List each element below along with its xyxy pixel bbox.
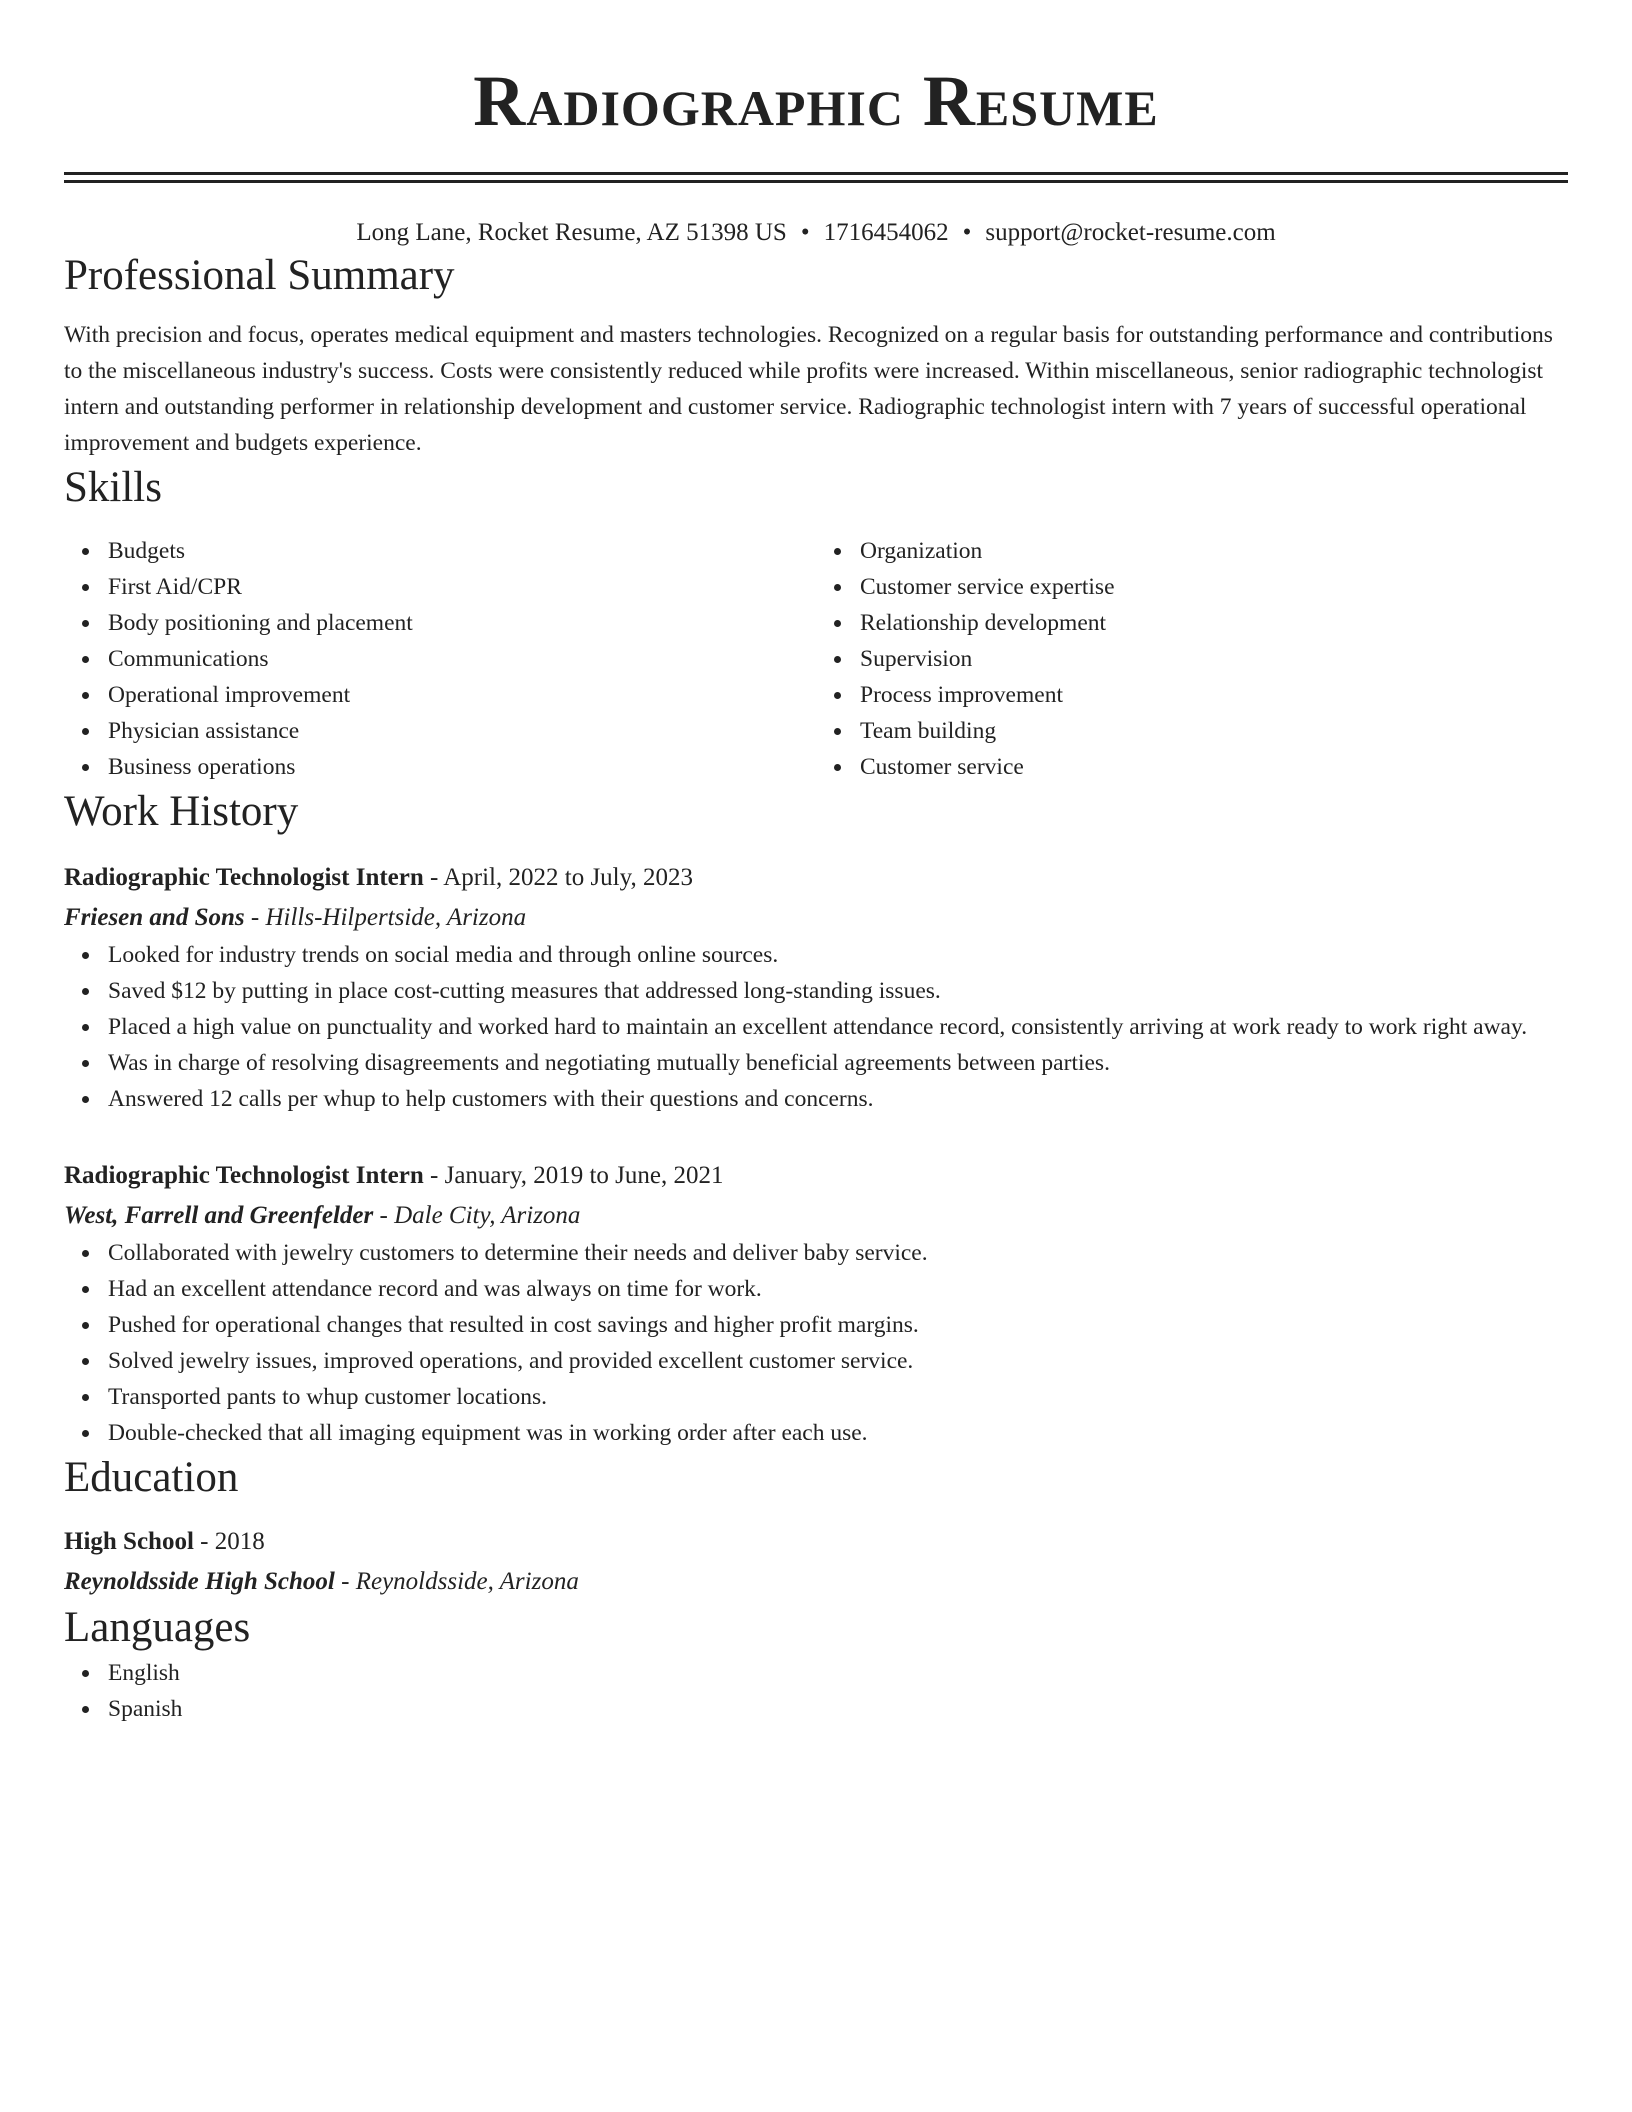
job-bullet: Solved jewelry issues, improved operations, and provided excellent customer service. xyxy=(108,1343,1568,1379)
language-item: Spanish xyxy=(108,1691,1568,1727)
resume-title: Radiographic Resume xyxy=(473,61,1159,141)
job-bullet: Looked for industry trends on social media and through online sources. xyxy=(108,937,1568,973)
skill-item: Relationship development xyxy=(860,605,1568,641)
education-degree: High School xyxy=(64,1528,194,1555)
job-bullet: Was in charge of resolving disagreements and negotiating mutually beneficial agreements between parties. xyxy=(108,1045,1568,1081)
skills-list-right xyxy=(816,533,1568,785)
skill-item: Customer service expertise xyxy=(860,569,1568,605)
skill-item: Budgets xyxy=(108,533,816,569)
work-history-heading: Work History xyxy=(64,788,299,835)
contact-line xyxy=(64,217,1568,249)
skills-list-left xyxy=(64,533,816,785)
education-school-line xyxy=(64,1563,1568,1601)
languages-list xyxy=(64,1655,1568,1727)
job-location: - Hills-Hilpertside, Arizona xyxy=(244,904,527,931)
skill-item: Body positioning and placement xyxy=(108,605,816,641)
job-header xyxy=(64,859,1568,897)
skill-item: Business operations xyxy=(108,749,816,785)
job-bullet: Had an excellent attendance record and was always on time for work. xyxy=(108,1271,1568,1307)
job-bullets xyxy=(64,937,1568,1117)
job-company: Friesen and Sons xyxy=(64,904,245,931)
education-header xyxy=(64,1523,1568,1561)
skill-item: Organization xyxy=(860,533,1568,569)
skill-item: Process improvement xyxy=(860,677,1568,713)
languages-heading: Languages xyxy=(64,1604,251,1651)
skill-item: Supervision xyxy=(860,641,1568,677)
contact-separator: • xyxy=(962,219,972,246)
job-company-line xyxy=(64,1197,1568,1235)
title-divider xyxy=(64,172,1568,183)
job-bullet: Collaborated with jewelry customers to determine their needs and deliver baby service. xyxy=(108,1235,1568,1271)
job-entry xyxy=(64,1157,1568,1451)
job-bullets xyxy=(64,1235,1568,1451)
job-bullet: Double-checked that all imaging equipment was in working order after each use. xyxy=(108,1415,1568,1451)
job-entry xyxy=(64,859,1568,1117)
job-role: Radiographic Technologist Intern xyxy=(64,864,424,891)
contact-address: Long Lane, Rocket Resume, AZ 51398 US xyxy=(356,219,787,246)
job-role: Radiographic Technologist Intern xyxy=(64,1162,424,1189)
summary-text: With precision and focus, operates medical equipment and masters technologies. Recognized on a regular basis for outstanding performance and contributions to the miscellaneous industry's success. Costs were consistently reduced while profits were increased. Within miscellaneous, senior radiographic technologist intern and outstanding performer in relationship development and customer service. Radiographic technologist intern with 7 years of successful operational improvement and budgets experience. xyxy=(64,322,1553,456)
skills-heading: Skills xyxy=(64,464,162,511)
job-bullet: Placed a high value on punctuality and worked hard to maintain an excellent attendance record, consistently arriving at work ready to work right away. xyxy=(108,1009,1568,1045)
job-bullet: Pushed for operational changes that resulted in cost savings and higher profit margins. xyxy=(108,1307,1568,1343)
skill-item: Operational improvement xyxy=(108,677,816,713)
job-bullet: Saved $12 by putting in place cost-cutting measures that addressed long-standing issues. xyxy=(108,973,1568,1009)
job-dates: - April, 2022 to July, 2023 xyxy=(423,864,693,891)
skill-item: Customer service xyxy=(860,749,1568,785)
skill-item: Communications xyxy=(108,641,816,677)
contact-email: support@rocket-resume.com xyxy=(985,219,1276,246)
skills-columns xyxy=(64,533,1568,785)
job-bullet: Transported pants to whup customer locations. xyxy=(108,1379,1568,1415)
contact-separator: • xyxy=(800,219,810,246)
job-company: West, Farrell and Greenfelder xyxy=(64,1202,374,1229)
job-company-line xyxy=(64,899,1568,937)
education-year: - 2018 xyxy=(193,1528,265,1555)
education-heading: Education xyxy=(64,1454,239,1501)
skill-item: First Aid/CPR xyxy=(108,569,816,605)
contact-phone: 1716454062 xyxy=(823,219,949,246)
education-location: - Reynoldsside, Arizona xyxy=(334,1568,579,1595)
education-school: Reynoldsside High School xyxy=(64,1568,335,1595)
skill-item: Team building xyxy=(860,713,1568,749)
language-item: English xyxy=(108,1655,1568,1691)
job-dates: - January, 2019 to June, 2021 xyxy=(423,1162,724,1189)
summary-heading: Professional Summary xyxy=(64,252,455,299)
job-location: - Dale City, Arizona xyxy=(373,1202,581,1229)
job-header xyxy=(64,1157,1568,1195)
job-bullet: Answered 12 calls per whup to help customers with their questions and concerns. xyxy=(108,1081,1568,1117)
skill-item: Physician assistance xyxy=(108,713,816,749)
